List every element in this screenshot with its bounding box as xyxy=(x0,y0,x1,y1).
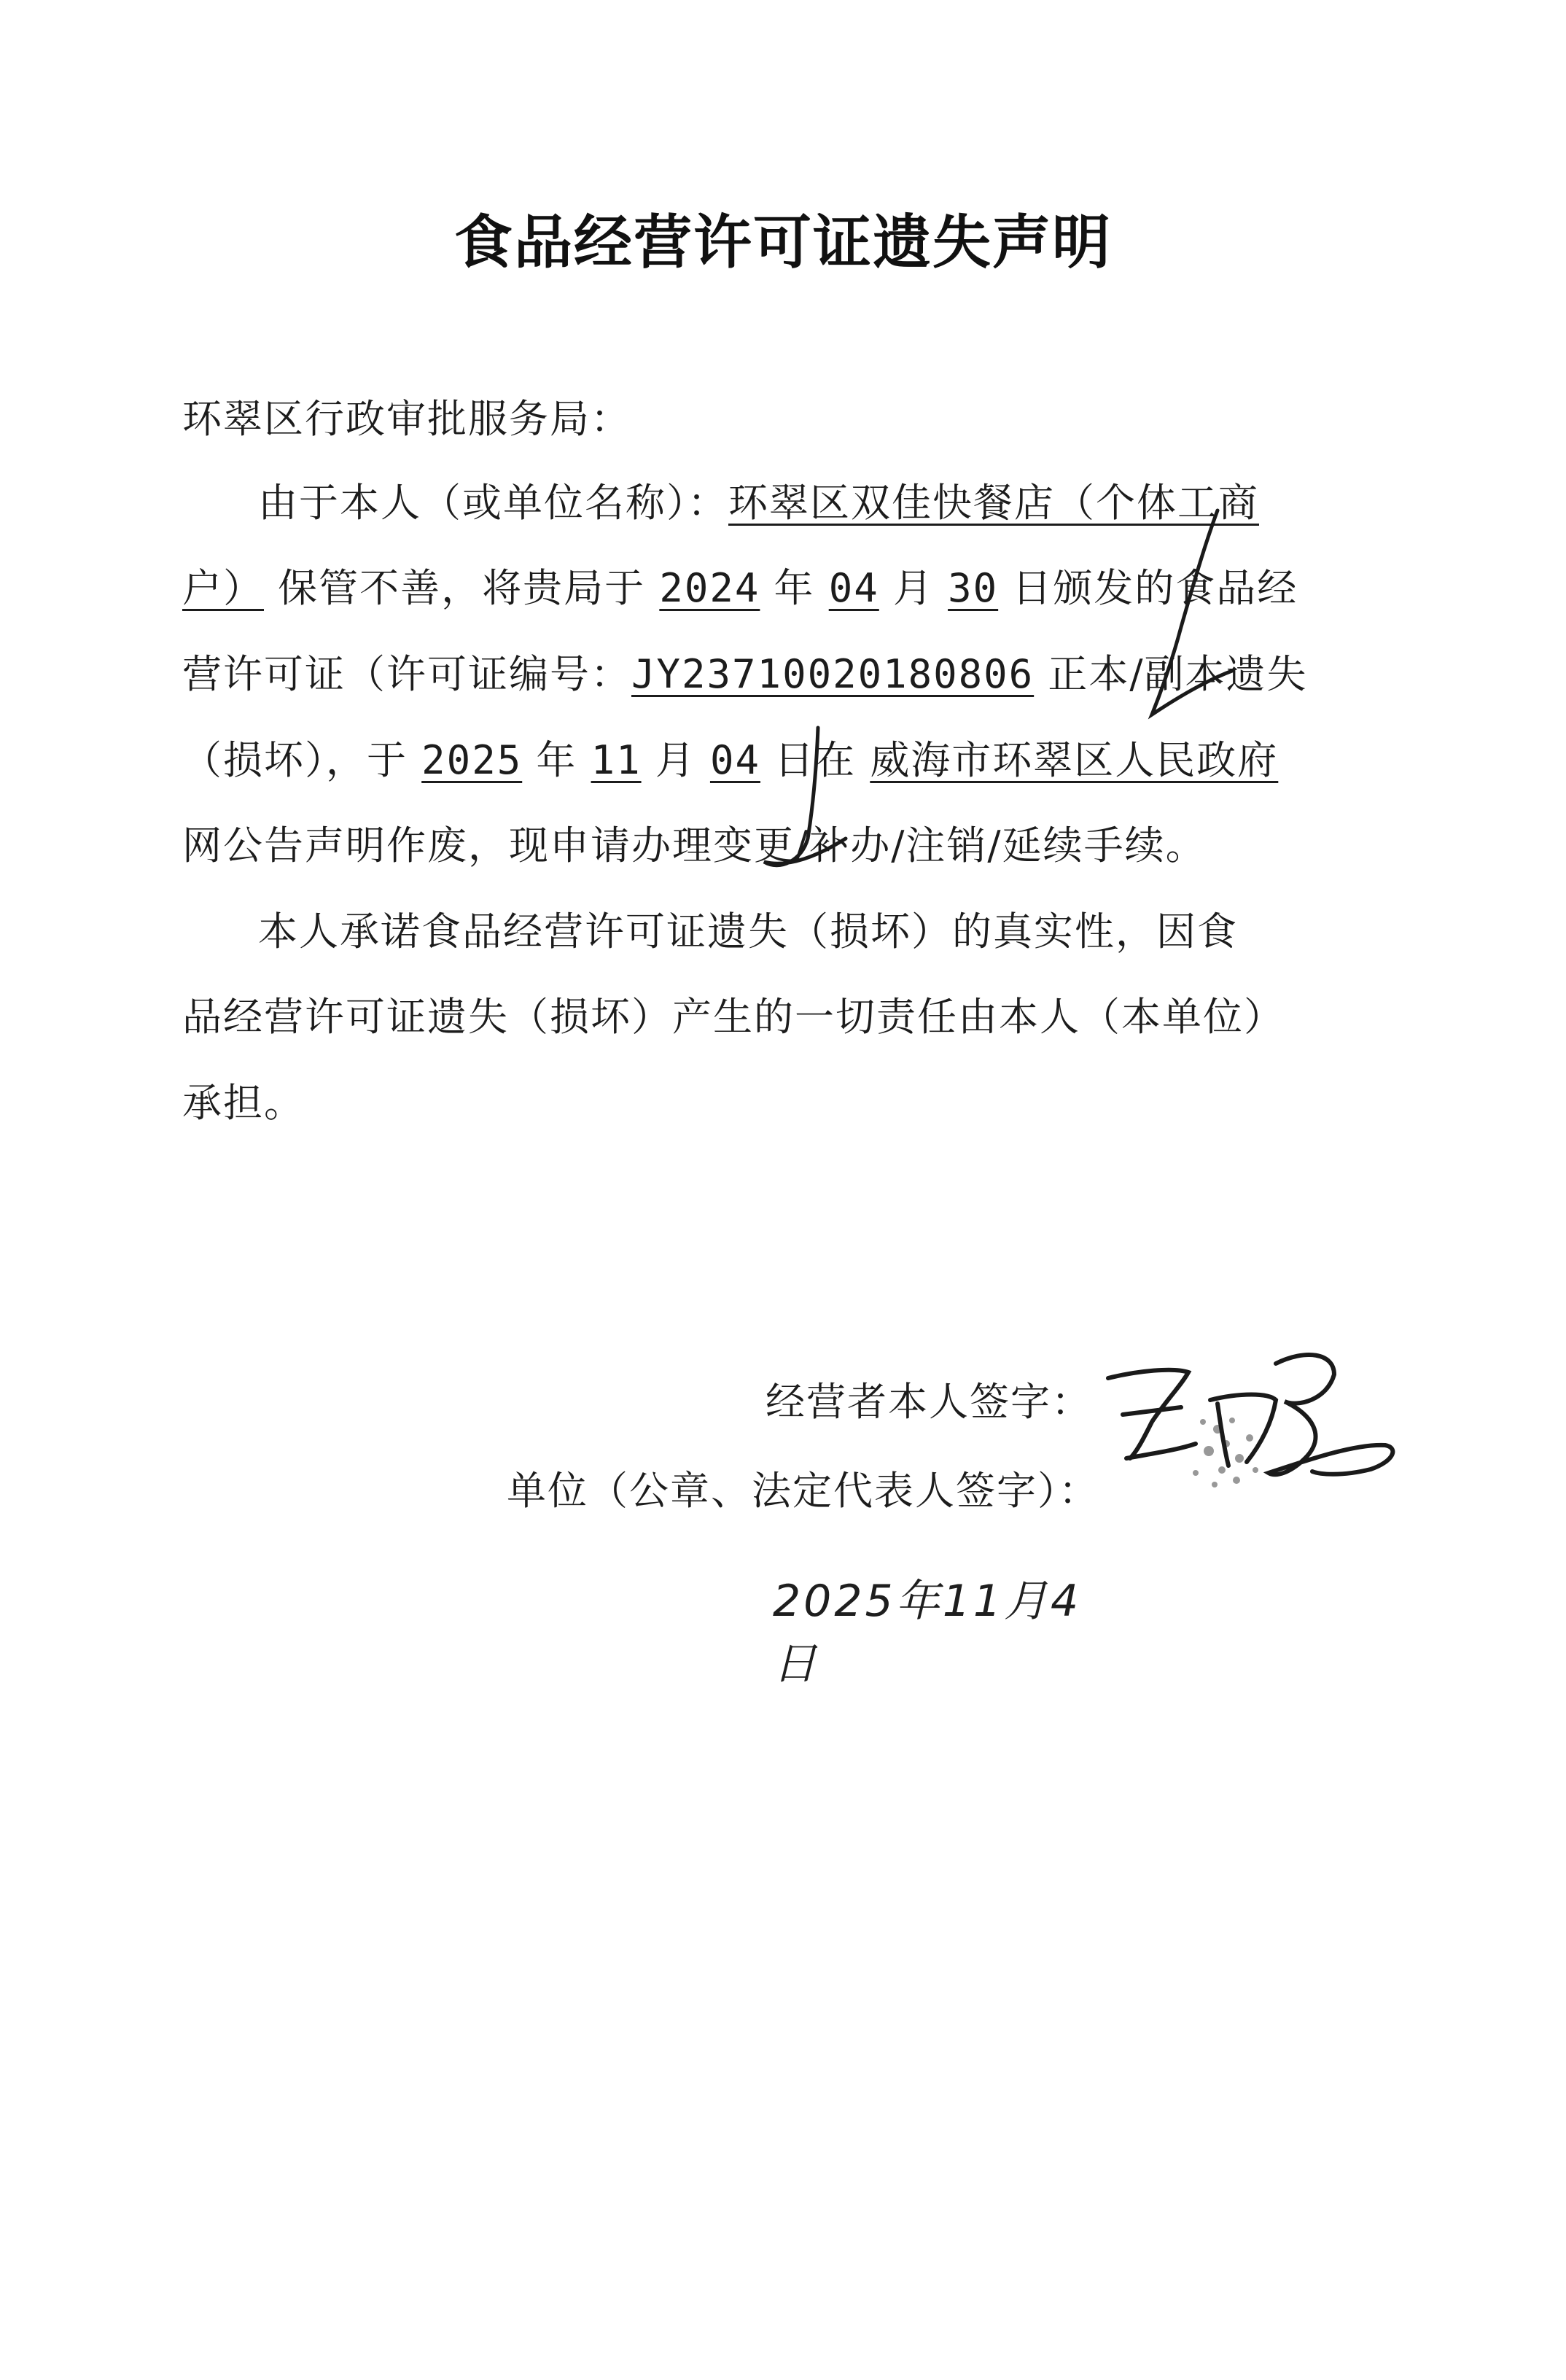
operator-signature-label: 经营者本人签字： xyxy=(766,1379,1092,1425)
license-number: JY23710020180806 xyxy=(631,651,1035,697)
notice-day: 04 xyxy=(709,737,760,783)
p2-line1: 本人承诺食品经营许可证遗失（损坏）的真实性，因食 xyxy=(258,909,1238,954)
p1-l4-text-a: （损坏），于 xyxy=(182,737,422,783)
txt-year: 年 xyxy=(760,565,829,611)
p2-line3: 承担。 xyxy=(182,1080,305,1126)
issue-year: 2024 xyxy=(659,565,760,611)
issue-day: 30 xyxy=(948,565,999,611)
notice-month: 11 xyxy=(591,737,642,783)
txt-day-at: 日在 xyxy=(760,737,870,783)
handwritten-date-text: 2025年11月4日 xyxy=(773,1576,1082,1689)
p1-l2-text-a: 保管不善，将贵局于 xyxy=(264,565,660,611)
checkmark-ink-1 xyxy=(1137,496,1254,758)
txt-month: 月 xyxy=(879,565,948,611)
txt-month-2: 月 xyxy=(641,737,710,783)
issue-month: 04 xyxy=(828,565,879,611)
p1-l2-text-b: 日颁发的食品经 xyxy=(998,565,1298,611)
p1-line5: 网公告声明作废，现申请办理变更/补办/注销/延续手续。 xyxy=(182,822,1207,868)
notice-place: 威海市环翠区人民政府 xyxy=(870,737,1279,783)
notice-year: 2025 xyxy=(421,737,523,783)
addressee: 环翠区行政审批服务局： xyxy=(182,396,631,442)
unit-name-part2: 户） xyxy=(182,565,264,611)
unit-name-part1: 环翠区双佳快餐店（个体工商 xyxy=(728,480,1259,526)
p1-l3-text-a: 营许可证（许可证编号： xyxy=(182,651,631,697)
unit-seal-label: 单位（公章、法定代表人签字）： xyxy=(507,1468,1099,1514)
txt-year-2: 年 xyxy=(522,737,591,783)
document-title: 食品经营许可证遗失声明 xyxy=(454,209,1112,276)
p1-prefix: 由于本人（或单位名称）： xyxy=(258,480,728,526)
handwritten-date xyxy=(766,1553,1101,1689)
p1-l3-text-b: 正本/副本遗失 xyxy=(1034,651,1308,697)
checkmark-ink-2 xyxy=(751,722,860,897)
p2-line2: 品经营许可证遗失（损坏）产生的一切责任由本人（本单位） xyxy=(182,994,1285,1040)
handwritten-signature xyxy=(1094,1334,1414,1524)
